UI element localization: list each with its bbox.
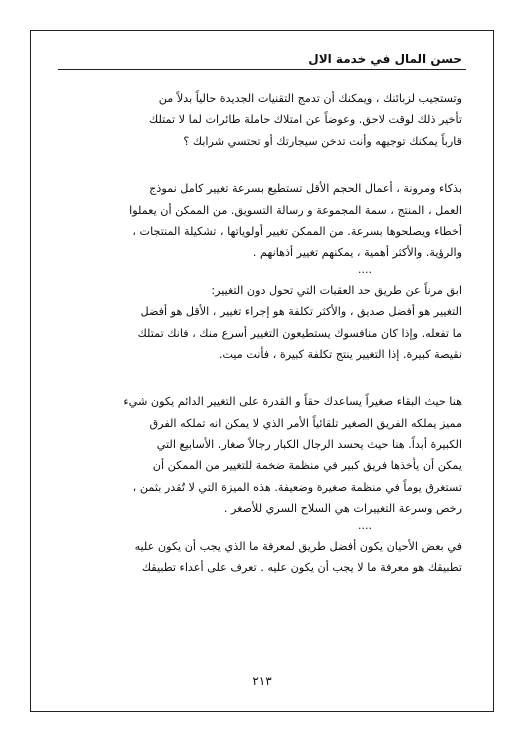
text-line: والرؤية. والأكثر أهمية ، يمكنهم تغيير أذهانهم .: [252, 246, 462, 260]
text-line: يمكن أن يأخذها فريق كبير في منظمة ضخمة للتغيير من الممكن أن: [152, 459, 462, 473]
text-line: ما تفعله. وإذا كان منافسوك يستطيعون التغيير أسرع منك ، فانك تمتلك: [137, 326, 462, 340]
running-header-title: حسن المال في خدمة الال: [308, 52, 462, 66]
paragraph-3: [62, 280, 462, 366]
page-number: ٢١٣: [252, 674, 272, 688]
text-line: الكبيرة أبداً. هنا حيث يحسد الرجال الكبار رجالاً صغار. الأسابيع التي: [156, 438, 462, 452]
text-line: تطبيقك هو معرفة ما لا يجب أن يكون عليه . تعرف على أعداء تطبيقك: [141, 561, 462, 575]
ellipsis-separator: ....: [358, 262, 372, 276]
header-rule: [58, 69, 466, 70]
text-line: في بعض الأحيان يكون أفضل طريق لمعرفة ما الذي يجب أن يكون عليه: [134, 539, 462, 553]
text-line: هنا حيث البقاء صغيراً يساعدك حقاً و القدرة على التغيير الدائم يكون شيء: [123, 395, 462, 409]
text-line: تأخير ذلك لوقت لاحق. وعوضاً عن امتلاك حاملة طائرات لما لا تمتلك: [149, 113, 462, 127]
text-line: التغيير هو أفضل صديق ، والأكثر تكلفة هو إجراء تغيير ، الأقل هو أفضل: [140, 305, 462, 319]
paragraph-2: [62, 178, 462, 276]
text-line: أخطاء ويصلحوها بسرعة. من الممكن تغيير أولوياتها ، تشكيلة المنتجات ،: [132, 224, 462, 238]
text-line: ابق مرناً عن طريق حد العقبات التي تحول دون التغيير:: [211, 283, 462, 297]
text-line: العمل ، المنتج ، سمة المجموعة و رسالة التسويق. من الممكن أن يعملوا: [129, 203, 462, 217]
text-line: مميز يملكه الفريق الصغير تلقائياً الأمر الذي لا يمكن انه تملكه الفرق: [149, 416, 462, 430]
text-line: تستغرق يوماً في منظمة صغيرة وضعيفة. هذه الميزة التي لا تُقدر بثمن ،: [132, 480, 462, 494]
text-line: وتستجيب لزبائنك ، ويمكنك أن تدمج التقنيات الجديدة حالياً بدلاً من: [158, 92, 462, 105]
text-line: رخص وسرعة التغييرات هي السلاح السري للأصغر .: [223, 502, 462, 516]
paragraph-5: [62, 536, 462, 579]
text-line: نقيصة كبيرة. إذا التغيير ينتج تكلفة كبيرة ، فأنت ميت.: [218, 347, 462, 361]
paragraph-4: [62, 391, 462, 531]
page-header: [58, 52, 466, 70]
body-text: [62, 88, 462, 604]
text-line: قارباً يمكنك توجيهه وأنت تدخن سيجارتك أو تحتسي شرابك ؟: [183, 134, 462, 148]
text-line: بذكاء ومرونة ، أعمال الحجم الأقل تستطيع بسرعة تغيير كامل نموذج: [149, 182, 462, 196]
ellipsis-separator: ....: [358, 518, 372, 532]
paragraph-1: [62, 88, 462, 152]
